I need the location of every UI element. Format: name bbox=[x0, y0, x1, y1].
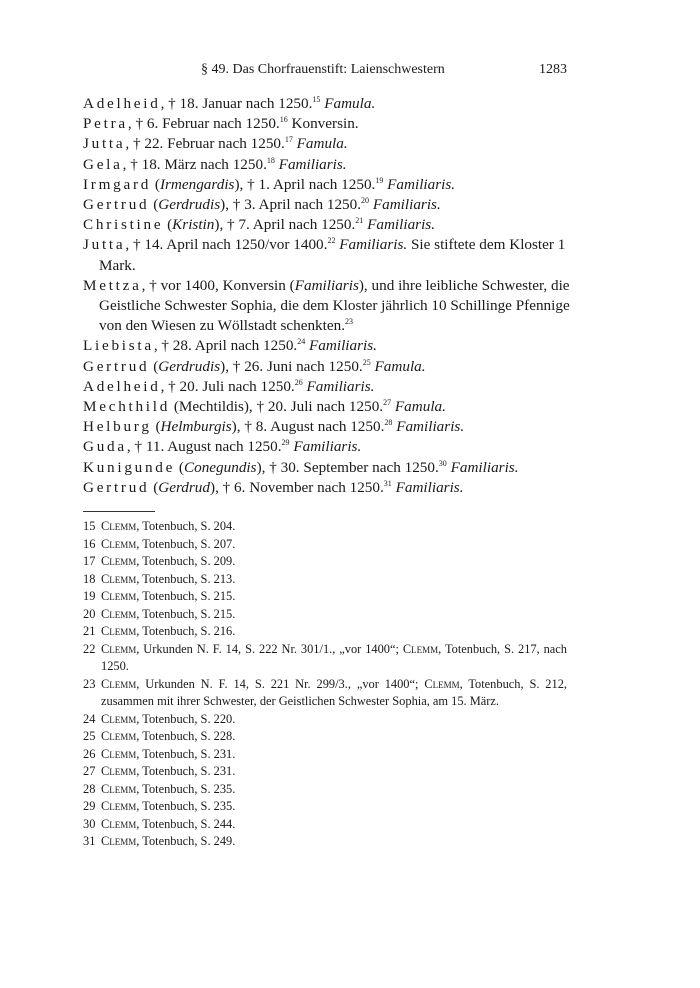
footnote bbox=[83, 536, 567, 554]
footnote bbox=[83, 781, 567, 799]
entry-item bbox=[83, 134, 571, 154]
footnote-number: 26 bbox=[83, 746, 96, 761]
footnote-ref: 17 bbox=[284, 135, 293, 145]
entry-name: Mechthild bbox=[83, 398, 171, 416]
entry-date: , † 22. Februar nach 1250. bbox=[125, 135, 285, 153]
footnote-author: Clemm bbox=[101, 799, 137, 813]
footnote-text: , Totenbuch, S. 228. bbox=[136, 729, 236, 743]
entry-date: , † 1. April nach 1250. bbox=[239, 175, 376, 193]
entry-item: Irmgard (Irmengardis), † 1. April nach 1250.19 Familiaris. bbox=[83, 175, 456, 193]
footnote-author: Clemm bbox=[101, 624, 137, 638]
footnote bbox=[83, 746, 567, 764]
entry-name: Liebista bbox=[83, 337, 154, 355]
entry-date: , † 30. September nach 1250. bbox=[261, 458, 439, 476]
entry-item: Gertrud (Gerdrudis), † 26. Juni nach 1250.25 Famula. bbox=[83, 357, 426, 375]
entry-item bbox=[83, 377, 571, 397]
footnote-number: 20 bbox=[83, 606, 96, 621]
footnote-text: , Totenbuch, S. 235. bbox=[136, 781, 236, 796]
entry-date: , † 28. April nach 1250. bbox=[153, 337, 298, 355]
footnote-ref: 18 bbox=[266, 155, 275, 165]
page-number: 1283 bbox=[539, 62, 567, 77]
footnote-ref: 27 bbox=[383, 398, 392, 408]
footnote-list bbox=[83, 518, 567, 851]
entry-status: Familiaris. bbox=[339, 236, 408, 254]
entry-status: Familiaris. bbox=[387, 175, 456, 193]
footnote-ref: 29 bbox=[281, 438, 290, 448]
entry-date: , † 6. November nach 1250. bbox=[215, 478, 384, 496]
entry-status: Familiaris. bbox=[367, 216, 436, 234]
footnote-author: Clemm bbox=[101, 606, 137, 621]
footnote-author: Clemm bbox=[101, 589, 137, 603]
footnote-author: Clemm bbox=[101, 571, 137, 586]
entry-date: , † 3. April nach 1250. bbox=[225, 196, 362, 214]
footnote-ref: 24 bbox=[297, 337, 306, 347]
entry-status: Famula. bbox=[324, 95, 376, 112]
footnote-ref: 15 bbox=[312, 95, 321, 104]
footnote-author: Clemm bbox=[424, 676, 460, 691]
entry-date: , † vor 1400, Konversin ( bbox=[141, 276, 295, 294]
entry-name: Kunigunde bbox=[83, 458, 176, 476]
entry-item bbox=[83, 397, 571, 417]
footnote-text: , Totenbuch, S. 215. bbox=[136, 606, 236, 621]
entry-latin-name: Gerdrud bbox=[158, 478, 210, 496]
entry-name: Gertrud bbox=[83, 478, 150, 496]
footnote bbox=[83, 798, 567, 816]
footnote bbox=[83, 711, 567, 729]
footnote-number: 27 bbox=[83, 764, 96, 778]
footnote-number: 19 bbox=[83, 589, 96, 603]
entry-item: Helburg (Helmburgis), † 8. August nach 1250.28 Familiaris. bbox=[83, 418, 465, 436]
footnote-text: , Totenbuch, S. 231. bbox=[136, 764, 236, 778]
entry-latin-name: Helmburgis bbox=[160, 418, 232, 436]
footnote-author: Clemm bbox=[402, 641, 439, 656]
entry-item bbox=[83, 276, 571, 337]
footnote-number: 18 bbox=[83, 571, 96, 586]
footnote-author: Clemm bbox=[101, 519, 137, 533]
entry-date: (Mechtildis), † 20. Juli nach 1250. bbox=[170, 398, 384, 416]
entry-item: Christine (Kristin), † 7. April nach 1250.21 Familiaris. bbox=[83, 216, 436, 234]
footnote-number: 31 bbox=[83, 834, 96, 848]
entry-text: ), und ihre leibliche Schwester, die Geistliche Schwester Sophia, die dem Kloster jährlich 10 Schillinge Pfennige von den Wiesen zu Wöllstadt schenkten. bbox=[99, 276, 570, 335]
footnote-text: , Totenbuch, S. 220. bbox=[136, 711, 236, 726]
footnote-text: , Totenbuch, S. 244. bbox=[136, 816, 236, 831]
entry-name: Petra bbox=[83, 115, 128, 133]
footnote-text: , Totenbuch, S. 235. bbox=[136, 799, 236, 813]
footnote-number: 29 bbox=[83, 799, 96, 813]
entry-name: Gertrud bbox=[83, 196, 150, 214]
entry-date: , † 18. Januar nach 1250. bbox=[160, 95, 313, 112]
entry-status: Familiaris. bbox=[278, 155, 347, 173]
footnote-author: Clemm bbox=[101, 554, 137, 568]
entry-status: Familiaris. bbox=[372, 196, 441, 214]
entry-name: Irmgard bbox=[83, 175, 152, 193]
footnote-author: Clemm bbox=[101, 834, 137, 848]
footnote-text: , Totenbuch, S. 216. bbox=[136, 624, 236, 638]
entry-date: , † 18. März nach 1250. bbox=[122, 155, 267, 173]
footnote bbox=[83, 606, 567, 624]
entry-status: Familiaris. bbox=[450, 458, 519, 476]
footnote-text: , Totenbuch, S. 215. bbox=[136, 589, 236, 603]
footnote bbox=[83, 833, 567, 851]
footnote-author: Clemm bbox=[101, 676, 137, 691]
entry-status: Familiaris. bbox=[293, 438, 362, 456]
footnote-number: 24 bbox=[83, 711, 96, 726]
entry-status: Familiaris. bbox=[396, 418, 465, 436]
entry-name: Adelheid bbox=[83, 377, 161, 395]
footnote-text: , Totenbuch, S. 217, nach 1250. bbox=[101, 641, 568, 673]
footnote-number: 30 bbox=[83, 816, 96, 831]
footnote-text: , Urkunden N. F. 14, S. 221 Nr. 299/3., „vor 1400“; bbox=[136, 676, 425, 691]
footnote bbox=[83, 763, 567, 781]
footnote bbox=[83, 728, 567, 746]
entry-item bbox=[83, 235, 571, 275]
entry-date: , † 11. August nach 1250. bbox=[126, 438, 282, 456]
footnote-text: , Totenbuch, S. 204. bbox=[136, 519, 236, 533]
footnote-ref: 23 bbox=[345, 317, 353, 327]
footnote-number: 17 bbox=[83, 554, 96, 568]
footnote-text: , Totenbuch, S. 212, zusammen mit ihrer Schwester, der Geistlichen Schwester Sophia, am 15. März. bbox=[101, 676, 567, 708]
footnote-author: Clemm bbox=[101, 764, 137, 778]
footnote bbox=[83, 571, 567, 589]
footnote-text: , Totenbuch, S. 249. bbox=[136, 834, 236, 848]
footnote bbox=[83, 676, 567, 711]
running-header bbox=[83, 62, 567, 82]
footnote-number: 28 bbox=[83, 781, 96, 796]
footnote-number: 23 bbox=[83, 676, 96, 691]
entry-item bbox=[83, 155, 571, 175]
footnote-ref: 28 bbox=[384, 418, 393, 428]
entry-item bbox=[83, 437, 571, 457]
entry-name: Adelheid bbox=[83, 95, 161, 112]
entry-name: Gela bbox=[83, 155, 123, 173]
footnote bbox=[83, 641, 567, 676]
entry-item: Gertrud (Gerdrud), † 6. November nach 1250.31 Familiaris. bbox=[83, 478, 464, 496]
footnote-ref: 25 bbox=[362, 357, 371, 367]
entry-date: , † 8. August nach 1250. bbox=[236, 418, 385, 436]
footnote-ref: 16 bbox=[279, 115, 288, 125]
entry-item: Gertrud (Gerdrudis), † 3. April nach 1250.20 Familiaris. bbox=[83, 196, 441, 214]
footnote bbox=[83, 588, 567, 606]
entry-latin-name: Gerdrudis bbox=[158, 357, 221, 375]
footnote-author: Clemm bbox=[101, 781, 137, 796]
entry-status: Famula. bbox=[394, 398, 446, 416]
entry-text: Konversin. bbox=[291, 115, 359, 133]
entry-name: Helburg bbox=[83, 418, 152, 436]
entry-status: Familiaris. bbox=[306, 377, 375, 395]
footnote-author: Clemm bbox=[101, 746, 137, 761]
footnote-text: , Totenbuch, S. 207. bbox=[136, 536, 236, 551]
footnote-text: , Urkunden N. F. 14, S. 222 Nr. 301/1., „vor 1400“; bbox=[136, 641, 403, 656]
entry-name: Mettza bbox=[83, 276, 142, 294]
entry-name: Guda bbox=[83, 438, 127, 456]
entry-name: Jutta bbox=[83, 236, 126, 254]
footnote-author: Clemm bbox=[101, 711, 137, 726]
footnote bbox=[83, 623, 567, 641]
footnote-ref: 21 bbox=[355, 216, 364, 226]
entry-latin-name: Gerdrudis bbox=[158, 196, 221, 214]
footnote-number: 15 bbox=[83, 519, 96, 533]
footnote-ref: 26 bbox=[294, 377, 303, 387]
entry-item: Kunigunde (Conegundis), † 30. September nach 1250.30 Familiaris. bbox=[83, 458, 519, 476]
footnote-ref: 30 bbox=[438, 458, 447, 468]
entry-status: Famula. bbox=[296, 135, 348, 153]
footnote bbox=[83, 816, 567, 834]
entry-item bbox=[83, 114, 571, 134]
entry-item bbox=[83, 336, 571, 356]
footnote-ref: 20 bbox=[361, 196, 370, 206]
footnote-text: , Totenbuch, S. 209. bbox=[136, 554, 236, 568]
entry-name: Christine bbox=[83, 216, 164, 234]
footnote-author: Clemm bbox=[101, 816, 137, 831]
entry-date: , † 7. April nach 1250. bbox=[219, 216, 356, 234]
footnote-text: , Totenbuch, S. 231. bbox=[136, 746, 236, 761]
footnote-ref: 22 bbox=[327, 236, 336, 246]
entry-date: , † 20. Juli nach 1250. bbox=[160, 377, 295, 395]
entry-status: Famula. bbox=[374, 357, 426, 375]
entry-date: , † 6. Februar nach 1250. bbox=[127, 115, 280, 133]
footnote bbox=[83, 518, 567, 536]
entry-latin-name: Kristin bbox=[172, 216, 215, 234]
entry-item bbox=[83, 94, 571, 114]
entry-list bbox=[83, 94, 571, 498]
footnote-author: Clemm bbox=[101, 641, 137, 656]
footnote-ref: 31 bbox=[383, 478, 392, 488]
entry-status: Familiaris bbox=[294, 276, 359, 294]
entry-date: , † 26. Juni nach 1250. bbox=[225, 357, 363, 375]
entry-status: Familiaris. bbox=[395, 478, 464, 496]
entry-date: , † 14. April nach 1250/vor 1400. bbox=[125, 236, 328, 254]
footnote-number: 22 bbox=[83, 641, 96, 656]
footnote-number: 21 bbox=[83, 624, 96, 638]
entry-name: Gertrud bbox=[83, 357, 150, 375]
entry-latin-name: Conegundis bbox=[183, 458, 257, 476]
running-title: § 49. Das Chorfrauenstift: Laienschwestern bbox=[201, 62, 445, 77]
footnote-number: 25 bbox=[83, 729, 96, 743]
footnote-separator bbox=[83, 511, 155, 512]
footnote-number: 16 bbox=[83, 536, 96, 551]
entry-status: Familiaris. bbox=[309, 337, 377, 355]
footnote bbox=[83, 553, 567, 571]
entry-text: Sie stiftete dem Kloster 1 Mark. bbox=[99, 236, 566, 274]
footnote-text: , Totenbuch, S. 213. bbox=[136, 571, 236, 586]
footnote-ref: 19 bbox=[375, 175, 384, 185]
footnote-author: Clemm bbox=[101, 729, 137, 743]
entry-latin-name: Irmengardis bbox=[159, 175, 235, 193]
entry-name: Jutta bbox=[83, 135, 126, 153]
footnote-author: Clemm bbox=[101, 536, 137, 551]
